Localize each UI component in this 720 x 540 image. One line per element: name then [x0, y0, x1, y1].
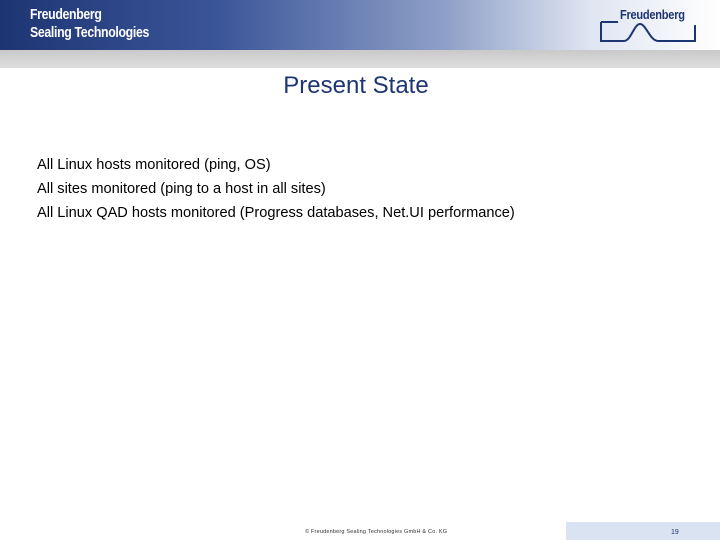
page-number: 19 — [671, 529, 679, 536]
brand-line-2: Sealing Technologies — [30, 24, 149, 41]
brand-line-1: Freudenberg — [30, 6, 102, 23]
slide-title — [0, 72, 720, 100]
brand-wordmark — [30, 6, 149, 42]
bullet-item: All sites monitored (ping to a host in all sites) — [37, 181, 326, 197]
page-number-box — [566, 522, 720, 540]
bullet-item: All Linux hosts monitored (ping, OS) — [37, 157, 271, 173]
copyright-notice: © Freudenberg Sealing Technologies GmbH & Co. KG — [305, 529, 448, 535]
bullet-item: All Linux QAD hosts monitored (Progress databases, Net.UI performance) — [37, 205, 515, 221]
freudenberg-logo — [598, 8, 698, 44]
bullet-list — [37, 153, 515, 225]
logo-text: Freudenberg — [620, 7, 685, 22]
header-band — [0, 0, 720, 50]
slide-title-text: Present State — [283, 72, 429, 99]
header-rule — [0, 50, 720, 68]
